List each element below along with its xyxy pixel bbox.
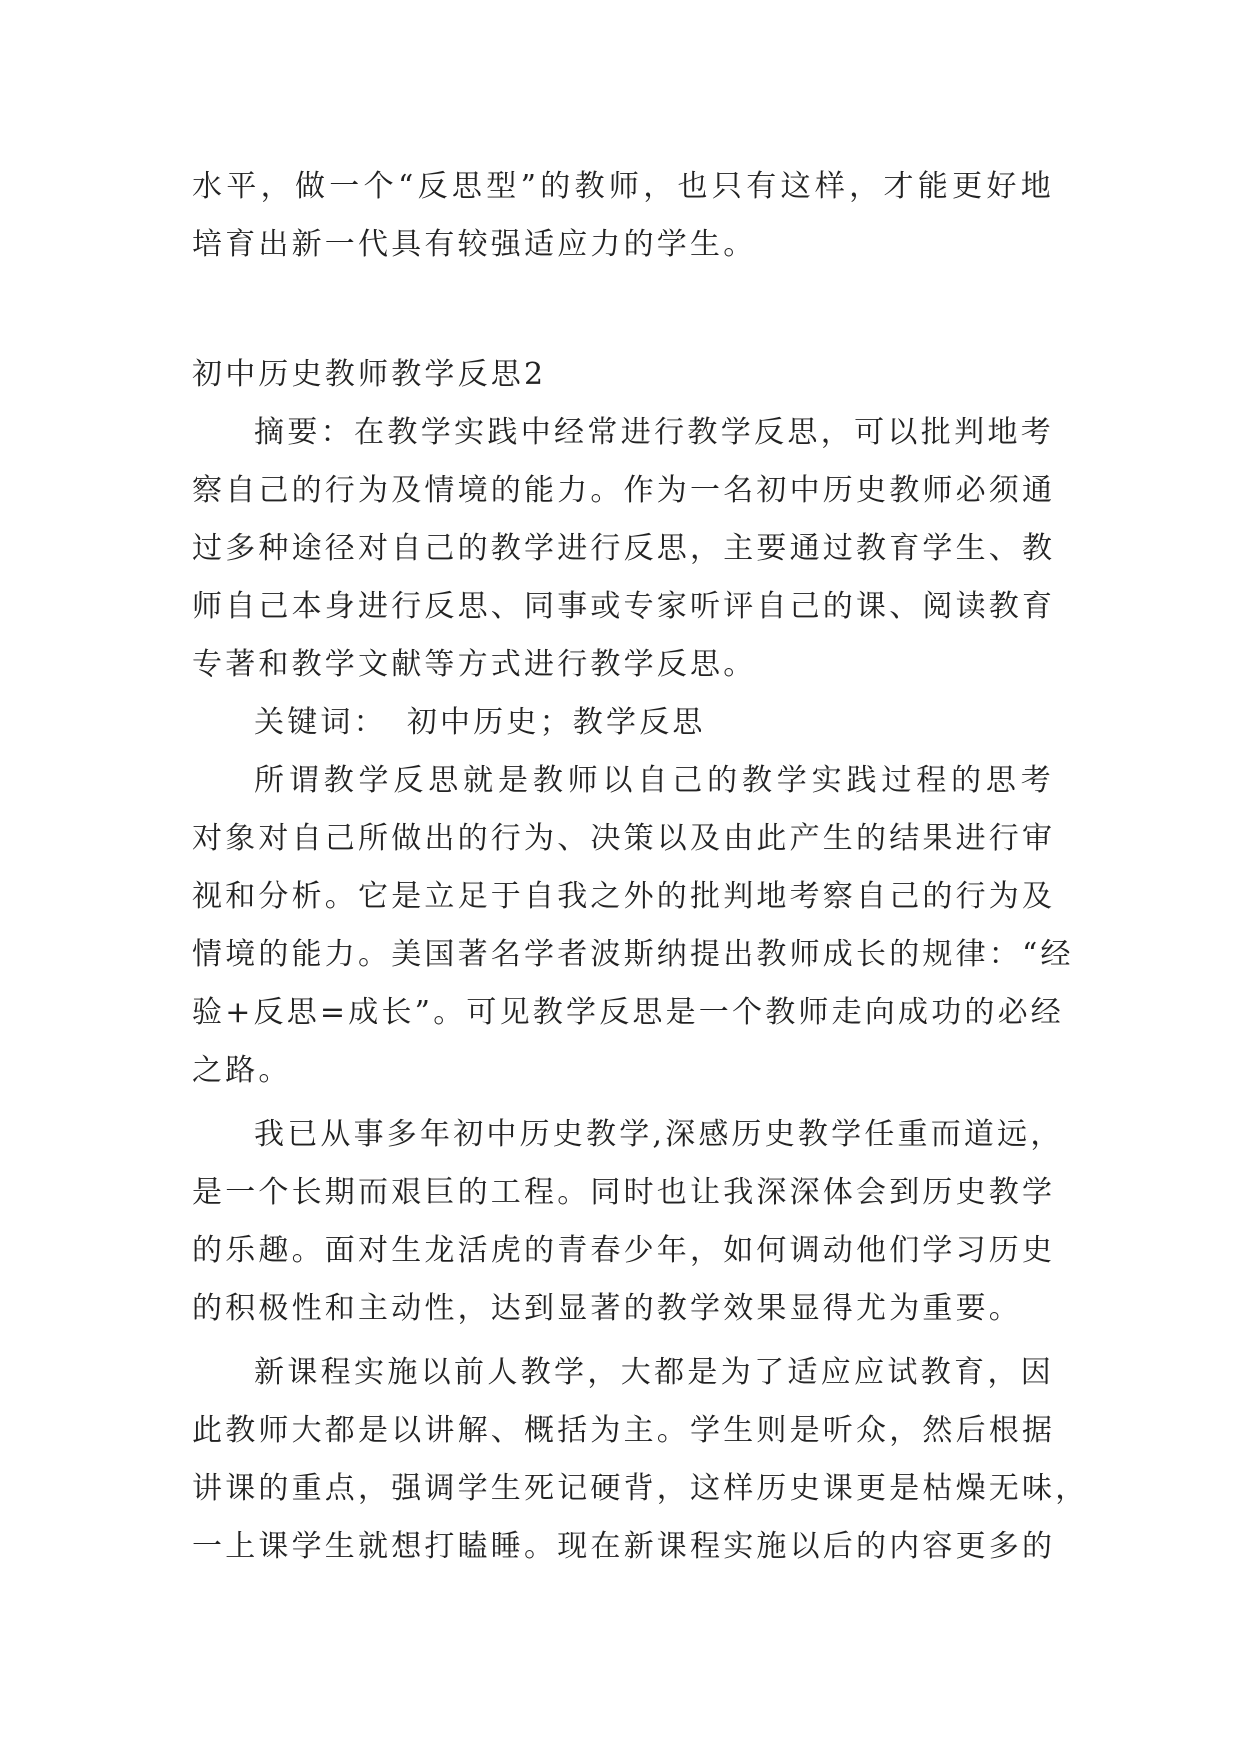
text-line: 验+反思=成长”。可见教学反思是一个教师走向成功的必经 xyxy=(192,995,1065,1030)
text-line: 一上课学生就想打瞌睡。现在新课程实施以后的内容更多的 xyxy=(192,1529,1056,1564)
text-line: 新课程实施以前人教学，大都是为了适应应试教育，因 xyxy=(254,1355,1054,1390)
text-line: 专著和教学文献等方式进行教学反思。 xyxy=(192,647,757,682)
abstract-paragraph xyxy=(192,404,1054,694)
text-line: 之路。 xyxy=(192,1053,292,1088)
text-line: 此教师大都是以讲解、概括为主。学生则是听众，然后根据 xyxy=(192,1413,1056,1448)
body-paragraph-3 xyxy=(192,1344,1089,1576)
body-paragraph-2 xyxy=(192,1106,1064,1338)
continuation-paragraph xyxy=(192,158,1054,274)
document-body xyxy=(192,158,1089,1576)
keywords-line xyxy=(192,694,1054,752)
text-line: 的乐趣。面对生龙活虎的青春少年，如何调动他们学习历史 xyxy=(192,1233,1056,1268)
keywords-label: 关键词： xyxy=(254,705,387,740)
paragraph-gap xyxy=(192,274,1054,346)
text-line: 是一个长期而艰巨的工程。同时也让我深深体会到历史教学 xyxy=(192,1175,1056,1210)
section-title: 初中历史教师教学反思2 xyxy=(192,357,547,392)
text-line: 过多种途径对自己的教学进行反思，主要通过教育学生、教 xyxy=(192,531,1056,566)
keywords-value: 初中历史；教学反思 xyxy=(406,705,706,740)
text-line: 师自己本身进行反思、同事或专家听评自己的课、阅读教育 xyxy=(192,589,1056,624)
text-line: 情境的能力。美国著名学者波斯纳提出教师成长的规律：“经 xyxy=(192,937,1074,972)
text-line: 察自己的行为及情境的能力。作为一名初中历史教师必须通 xyxy=(192,473,1056,508)
text-line: 摘要：在教学实践中经常进行教学反思，可以批判地考 xyxy=(254,415,1054,450)
text-line: 水平，做一个“反思型”的教师，也只有这样，才能更好地 xyxy=(192,169,1054,204)
text-line: 我已从事多年初中历史教学,深感历史教学任重而道远， xyxy=(254,1117,1064,1152)
text-line: 培育出新一代具有较强适应力的学生。 xyxy=(192,227,757,262)
text-line: 对象对自己所做出的行为、决策以及由此产生的结果进行审 xyxy=(192,821,1056,856)
text-line: 视和分析。它是立足于自我之外的批判地考察自己的行为及 xyxy=(192,879,1056,914)
text-line: 的积极性和主动性，达到显著的教学效果显得尤为重要。 xyxy=(192,1291,1022,1326)
body-paragraph-1 xyxy=(192,752,1074,1100)
text-line: 讲课的重点，强调学生死记硬背，这样历史课更是枯燥无味， xyxy=(192,1471,1089,1506)
text-line: 所谓教学反思就是教师以自己的教学实践过程的思考 xyxy=(254,763,1054,798)
